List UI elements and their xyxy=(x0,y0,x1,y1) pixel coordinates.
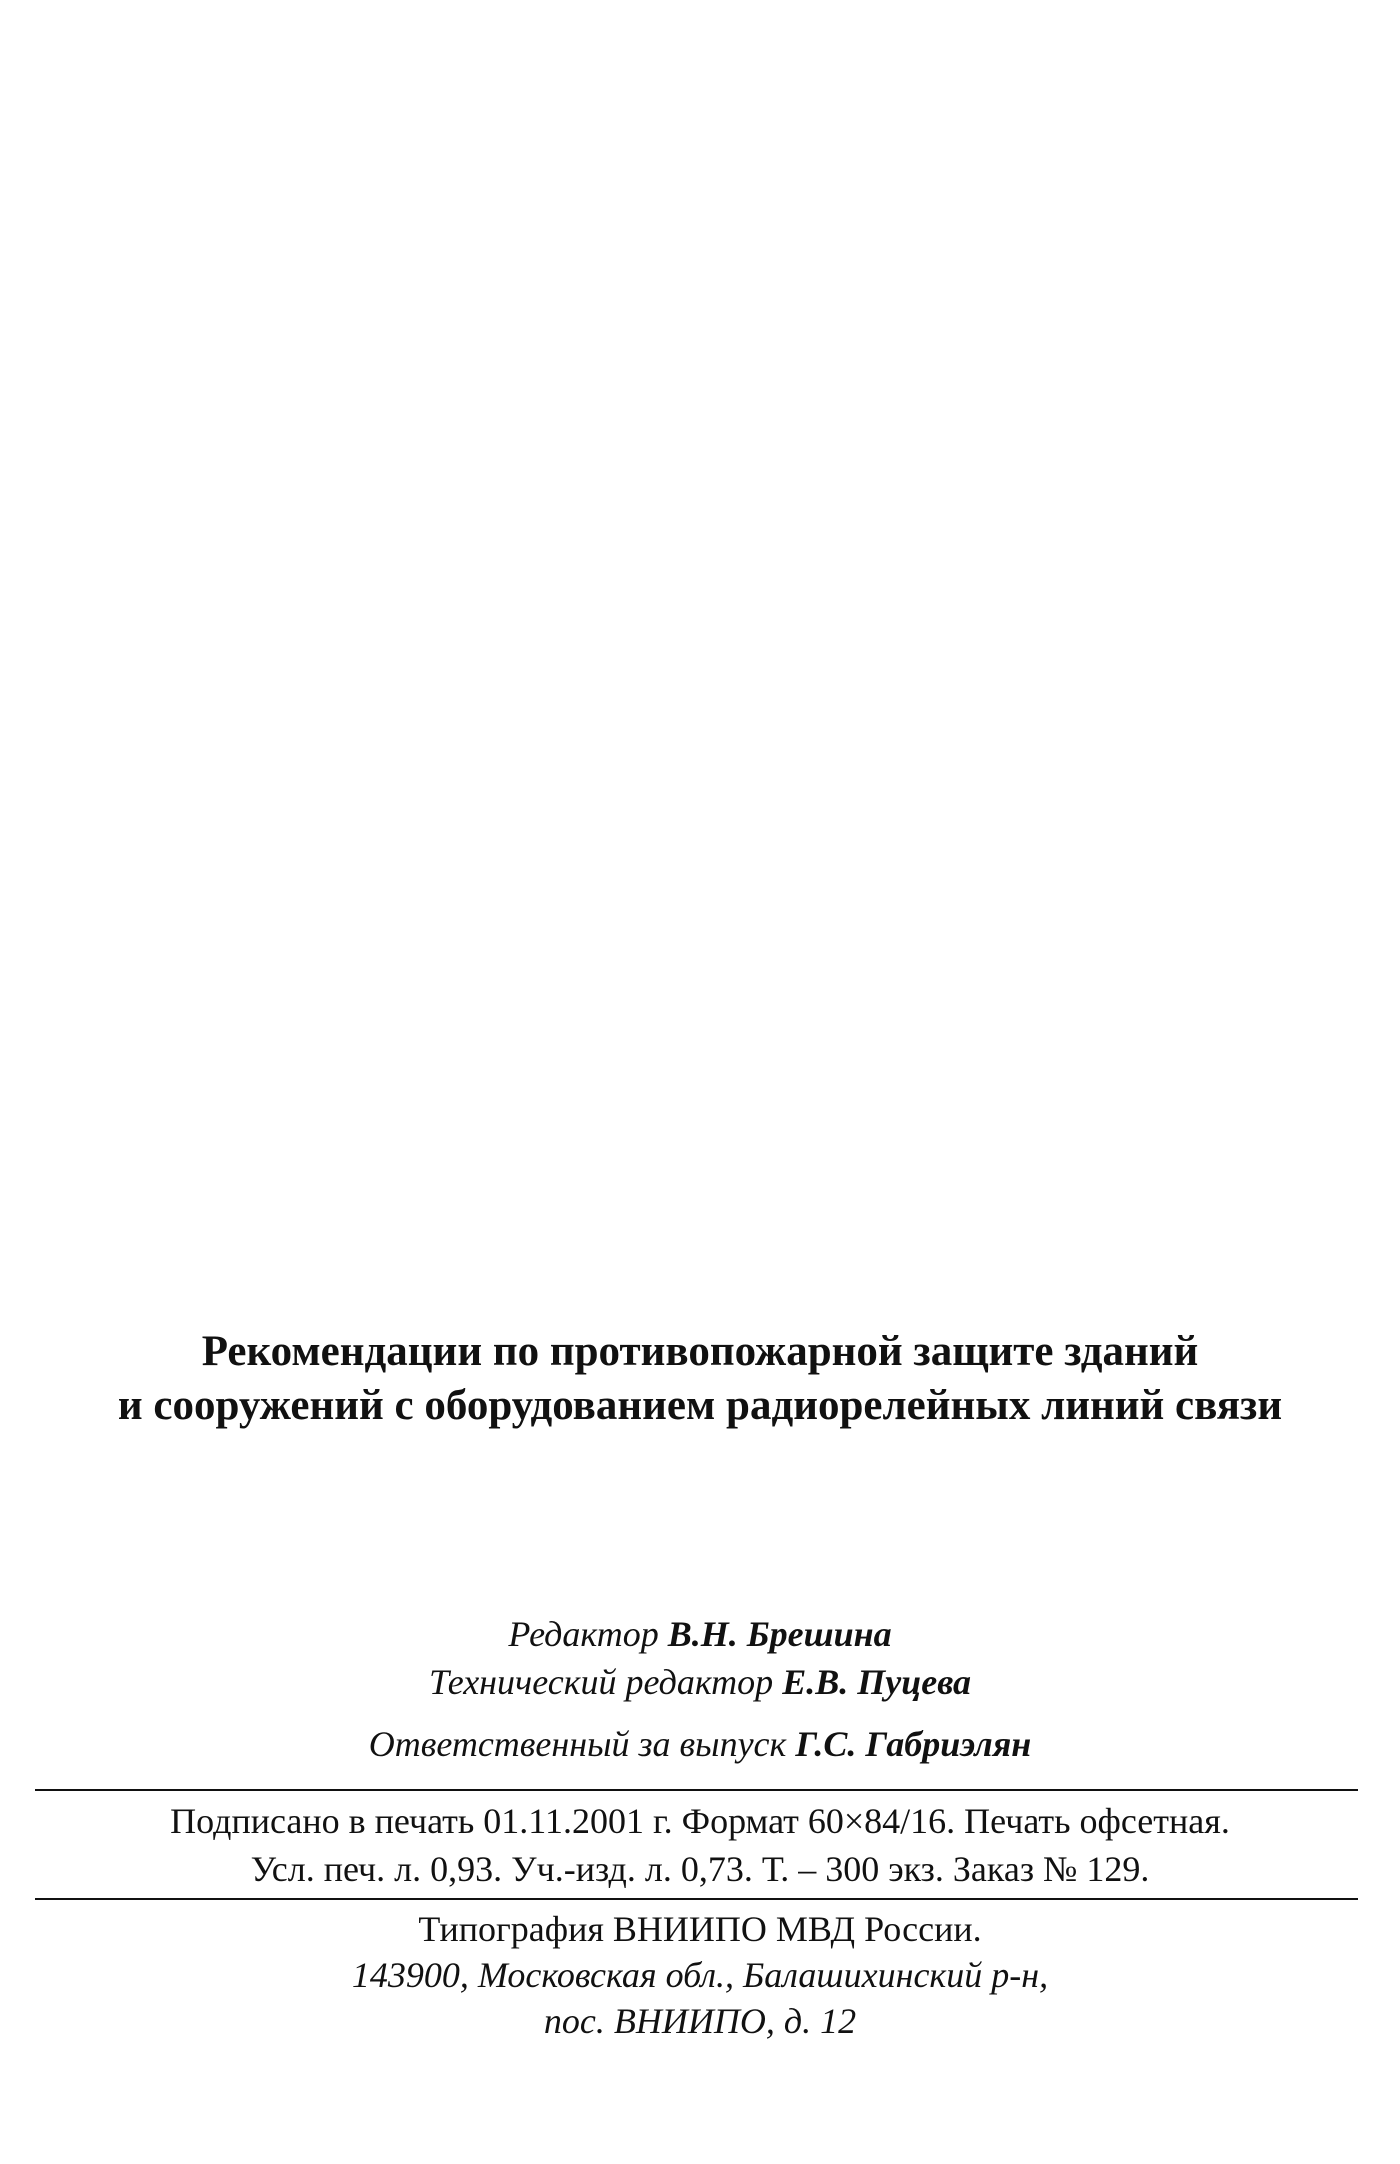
divider-bottom xyxy=(35,1898,1358,1900)
responsible-name: Г.С. Габриэлян xyxy=(795,1724,1032,1764)
print-details xyxy=(0,1797,1400,1893)
tech-editor-role: Технический редактор xyxy=(428,1662,774,1702)
book-title xyxy=(0,1325,1400,1433)
book-title-line-1: Рекомендации по противопожарной защите зданий xyxy=(201,1328,1199,1375)
printer-address-line-1: 143900, Московская обл., Балашихинский р-н, xyxy=(351,1955,1049,1995)
editor-role: Редактор xyxy=(508,1614,659,1654)
tech-editor-credit xyxy=(0,1658,1400,1706)
printer-name: Типография ВНИИПО МВД России. xyxy=(418,1909,982,1949)
printer-address-line-2: пос. ВНИИПО, д. 12 xyxy=(543,2001,857,2041)
printer-info xyxy=(0,1906,1400,2044)
divider-top xyxy=(35,1789,1358,1791)
print-details-line-1: Подписано в печать 01.11.2001 г. Формат 60×84/16. Печать офсетная. xyxy=(170,1801,1230,1841)
print-details-line-2: Усл. печ. л. 0,93. Уч.-изд. л. 0,73. Т. – 300 экз. Заказ № 129. xyxy=(250,1849,1150,1889)
responsible-role: Ответственный за выпуск xyxy=(368,1724,787,1764)
book-title-line-2: и сооружений с оборудованием радиорелейных линий связи xyxy=(117,1382,1283,1429)
editor-credit xyxy=(0,1610,1400,1658)
editor-name: В.Н. Брешина xyxy=(667,1614,892,1654)
tech-editor-name: Е.В. Пуцева xyxy=(782,1662,972,1702)
credits-block xyxy=(0,1610,1400,1768)
responsible-credit xyxy=(0,1720,1400,1768)
